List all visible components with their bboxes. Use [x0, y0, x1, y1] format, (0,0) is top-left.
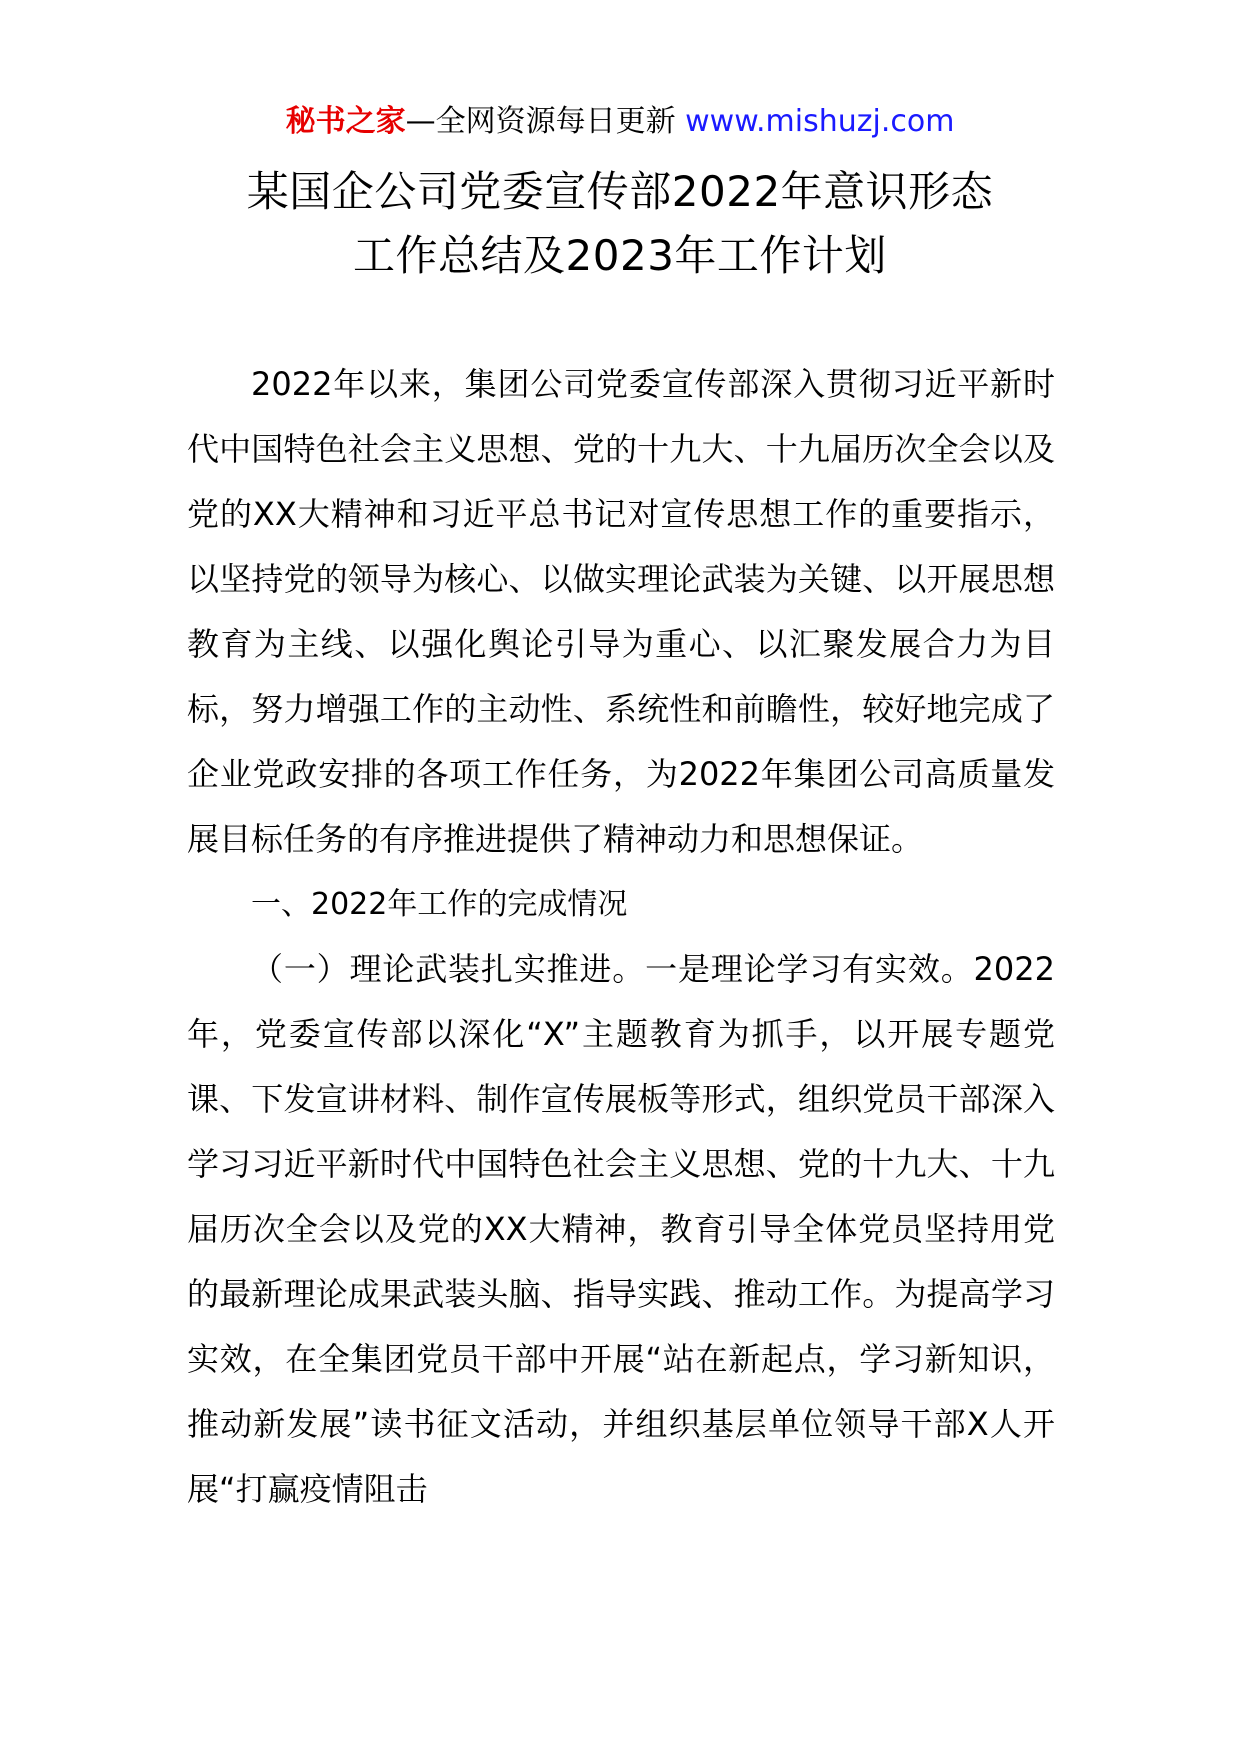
banner-url-link[interactable]: www.mishuzj.com [685, 104, 955, 139]
document-title [0, 160, 1240, 288]
intro-paragraph: 2022年以来，集团公司党委宣传部深入贯彻习近平新时代中国特色社会主义思想、党的十九大、十九届历次全会以及党的XX大精神和习近平总书记对宣传思想工作的重要指示，以坚持党的领导为核心、以做实理论武装为关键、以开展思想教育为主线、以强化舆论引导为重心、以汇聚发展合力为目标，努力增强工作的主动性、系统性和前瞻性，较好地完成了企业党政安排的各项工作任务，为2022年集团公司高质量发展目标任务的有序推进提供了精神动力和思想保证。 [187, 365, 1055, 858]
site-banner [0, 102, 1240, 142]
banner-tagline: —全网资源每日更新 [405, 104, 686, 139]
banner-brand: 秘书之家 [285, 104, 406, 139]
title-line-2: 工作总结及2023年工作计划 [353, 231, 887, 280]
document-body [187, 352, 1055, 1522]
title-line-1: 某国企公司党委宣传部2022年意识形态 [246, 167, 994, 216]
section-paragraph: （一）理论武装扎实推进。一是理论学习有实效。2022年，党委宣传部以深化“X”主题教育为抓手，以开展专题党课、下发宣讲材料、制作宣传展板等形式，组织党员干部深入学习习近平新时代中国特色社会主义思想、党的十九大、十九届历次全会以及党的XX大精神，教育引导全体党员坚持用党的最新理论成果武装头脑、指导实践、推动工作。为提高学习实效，在全集团党员干部中开展“站在新起点，学习新知识，推动新发展”读书征文活动，并组织基层单位领导干部X人开展“打赢疫情阻击 [187, 950, 1055, 1508]
section-heading: 一、2022年工作的完成情况 [251, 887, 628, 922]
